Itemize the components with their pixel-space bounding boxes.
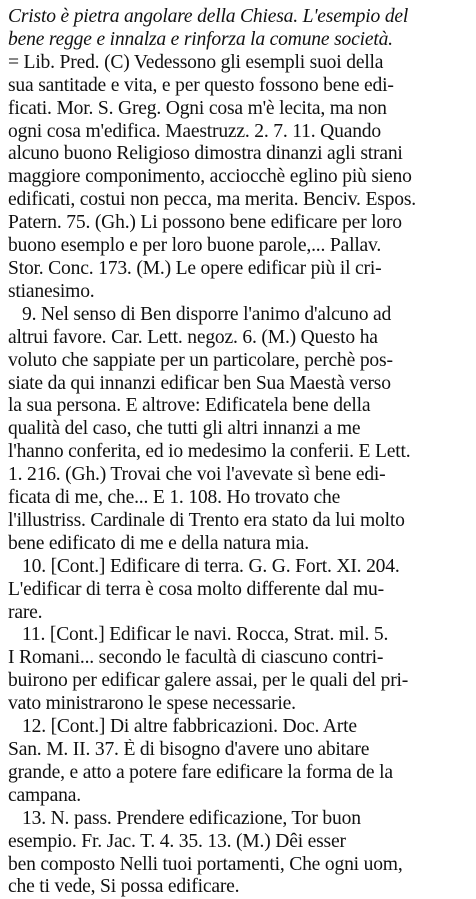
text-line <box>8 29 464 52</box>
text-line: sua santitade e vita, e per questo fossono bene edi- <box>8 74 394 96</box>
text-line: l'illustriss. Cardinale di Trento era stato da lui molto <box>8 509 405 531</box>
text-line: campana. <box>8 784 81 806</box>
text-line: qualità del caso, che tutti gli altri innanzi a me <box>8 418 361 440</box>
text-line: voluto che sappiate per un particolare, perchè pos- <box>8 349 393 371</box>
text-line: grande, e atto a potere fare edificare la forma de la <box>8 761 393 783</box>
text-line-content: bene regge e innalza e rinforza la comune società. <box>8 28 393 50</box>
text-line: l'hanno conferita, ed io medesimo la conferii. E Lett. <box>8 441 411 463</box>
text-line: 12. [Cont.] Di altre fabbricazioni. Doc. Arte <box>22 716 357 738</box>
text-line: rare. <box>8 601 43 623</box>
text-line: edificati, costui non pecca, ma merita. Benciv. Espos. <box>8 189 416 211</box>
text-line: vato ministrarono le spese necessarie. <box>8 693 296 715</box>
text-line: che ti vede, Si possa edificare. <box>8 876 240 898</box>
text-line: maggiore componimento, acciocchè eglino più sieno <box>8 166 412 188</box>
text-line: San. M. II. 37. È di bisogno d'avere uno abitare <box>8 739 370 760</box>
text-line: altrui favore. Car. Lett. negoz. 6. (M.) Questo ha <box>8 326 378 348</box>
text-line: 11. [Cont.] Edificar le navi. Rocca, Strat. mil. 5. <box>22 624 389 646</box>
entry-paragraph-10 <box>8 556 464 625</box>
text-line: ficata di me, che... E 1. 108. Ho trovato che <box>8 487 341 509</box>
entry-paragraph-12 <box>8 716 464 808</box>
text-line: Stor. Conc. 173. (M.) Le opere edificar più il cri- <box>8 257 382 279</box>
text-line: ben composto Nelli tuoi portamenti, Che ogni uom, <box>8 853 403 875</box>
entry-paragraph-9 <box>8 304 464 556</box>
entry-paragraph-13 <box>8 808 464 899</box>
text-line: buono esemplo e per loro buone parole,... Pallav. <box>8 235 382 257</box>
text-line: Patern. 75. (Gh.) Li possono bene edificare per loro <box>8 212 402 234</box>
text-line-content: Cristo è pietra angolare della Chiesa. L'esempio del <box>8 6 409 27</box>
entry-paragraph-11 <box>8 624 464 716</box>
entry-paragraph-8-continued <box>8 6 464 304</box>
text-line: I Romani... secondo le facultà di ciascuno contri- <box>8 647 384 669</box>
text-line: 13. N. pass. Prendere edificazione, Tor buon <box>22 807 361 829</box>
text-line: bene edificato di me e della natura mia. <box>8 532 310 554</box>
text-line: alcuno buono Religioso dimostra dinanzi agli strani <box>8 143 403 165</box>
text-line: esempio. Fr. Jac. T. 4. 35. 13. (M.) Dêi esser <box>8 830 346 852</box>
text-line: siate da qui innanzi edificar ben Sua Maestà verso <box>8 372 391 394</box>
text-line <box>8 6 464 29</box>
text-line: 10. [Cont.] Edificare di terra. G. G. Fort. XI. 204. <box>22 555 400 577</box>
text-line: 1. 216. (Gh.) Trovai che voi l'avevate sì bene edi- <box>8 464 386 486</box>
text-line: L'edificar di terra è cosa molto differente dal mu- <box>8 578 384 600</box>
text-line: = Lib. Pred. (C) Vedessono gli esempli suoi della <box>8 51 384 73</box>
text-line: buirono per edificar galere assai, per le quali del pri- <box>8 670 409 692</box>
text-line: ficati. Mor. S. Greg. Ogni cosa m'è lecita, ma non <box>8 97 387 119</box>
text-line: stianesimo. <box>8 280 95 302</box>
text-line: ogni cosa m'edifica. Maestruzz. 2. 7. 11. Quando <box>8 120 381 142</box>
text-line: 9. Nel senso di Ben disporre l'animo d'alcuno ad <box>22 303 392 325</box>
text-line: la sua persona. E altrove: Edificatela bene della <box>8 395 371 417</box>
